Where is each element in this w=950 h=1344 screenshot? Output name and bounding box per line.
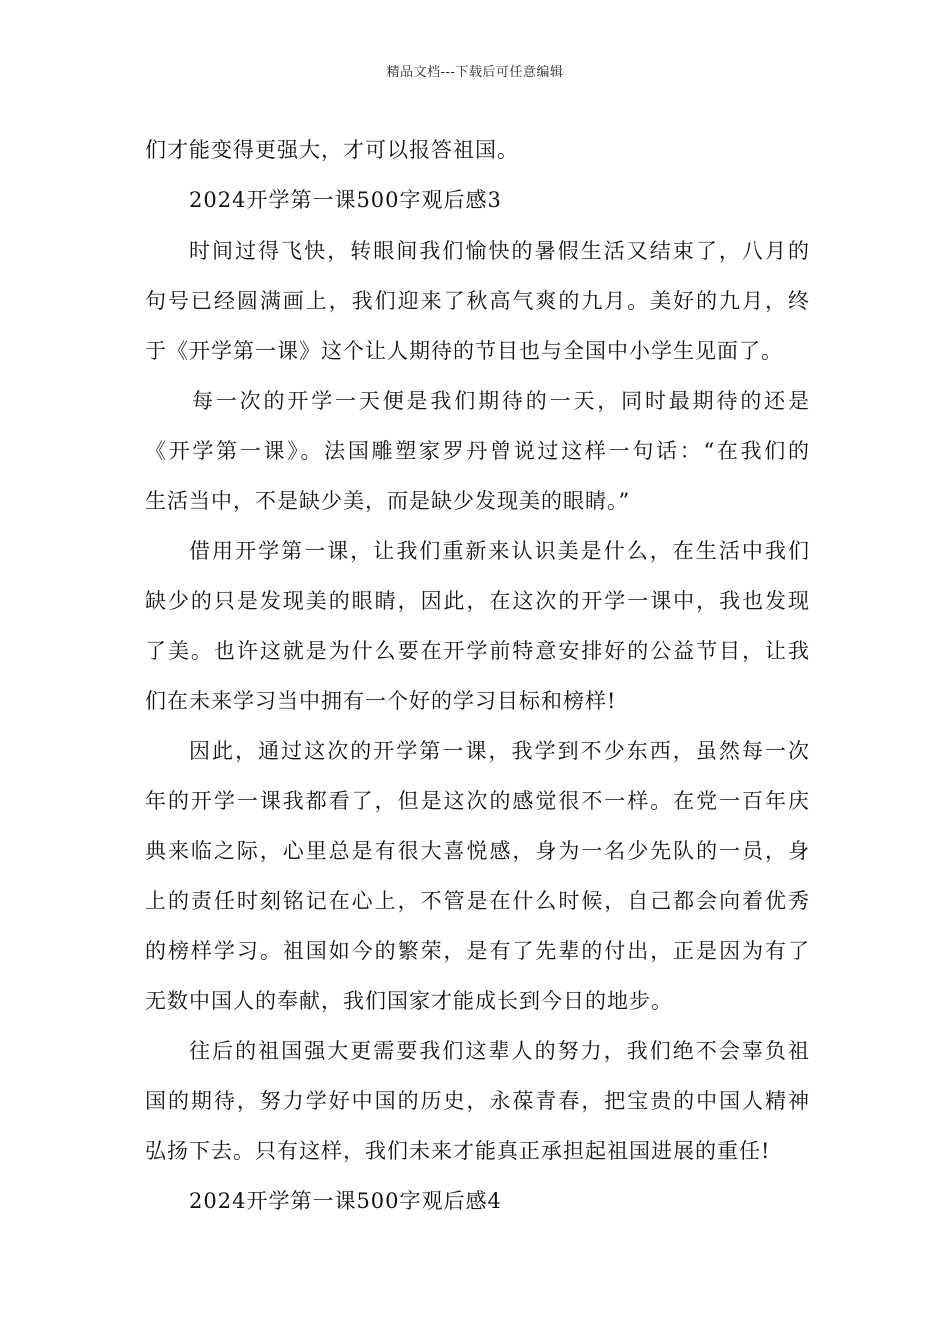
- text-line: 《开学第一课》。法国雕塑家罗丹曾说过这样一句话：“在我们的: [145, 439, 810, 463]
- text-line: 往后的祖国强大更需要我们这辈人的努力，我们绝不会辜负祖: [189, 1039, 810, 1063]
- text-line: 句号已经圆满画上，我们迎来了秋高气爽的九月。美好的九月，终: [145, 289, 810, 313]
- text-line: 每一次的开学一天便是我们期待的一天，同时最期待的还是: [192, 389, 810, 413]
- text-line: 于《开学第一课》这个让人期待的节目也与全国中小学生见面了。: [145, 339, 783, 363]
- text-line: 缺少的只是发现美的眼睛，因此，在这次的开学一课中，我也发现: [145, 589, 810, 613]
- section-heading: 2024开学第一课500字观后感4: [189, 1189, 502, 1213]
- text-line: 国的期待，努力学好中国的历史，永葆青春，把宝贵的中国人精神: [145, 1089, 810, 1113]
- text-line: 了美。也许这就是为什么要在开学前特意安排好的公益节目，让我: [145, 639, 810, 663]
- text-line: 上的责任时刻铭记在心上，不管是在什么时候，自己都会向着优秀: [145, 889, 810, 913]
- text-line: 生活当中，不是缺少美，而是缺少发现美的眼睛。”: [145, 489, 631, 513]
- text-line: 年的开学一课我都看了，但是这次的感觉很不一样。在党一百年庆: [145, 789, 810, 813]
- text-line: 的榜样学习。祖国如今的繁荣，是有了先辈的付出，正是因为有了: [145, 939, 810, 963]
- text-line: 无数中国人的奉献，我们国家才能成长到今日的地步。: [145, 989, 673, 1013]
- text-line: 典来临之际，心里总是有很大喜悦感，身为一名少先队的一员，身: [145, 839, 810, 863]
- text-line: 借用开学第一课，让我们重新来认识美是什么，在生活中我们: [189, 539, 810, 563]
- text-line: 弘扬下去。只有这样，我们未来才能真正承担起祖国进展的重任!: [145, 1139, 771, 1163]
- text-line: 因此，通过这次的开学第一课，我学到不少东西，虽然每一次: [189, 739, 810, 763]
- text-line: 时间过得飞快，转眼间我们愉快的暑假生活又结束了，八月的: [189, 239, 810, 263]
- page-header: 精品文档---下载后可任意编辑: [386, 65, 564, 80]
- section-heading: 2024开学第一课500字观后感3: [189, 188, 502, 212]
- text-line: 们在未来学习当中拥有一个好的学习目标和榜样!: [145, 689, 617, 713]
- text-line: 们才能变得更强大，才可以报答祖国。: [145, 138, 519, 162]
